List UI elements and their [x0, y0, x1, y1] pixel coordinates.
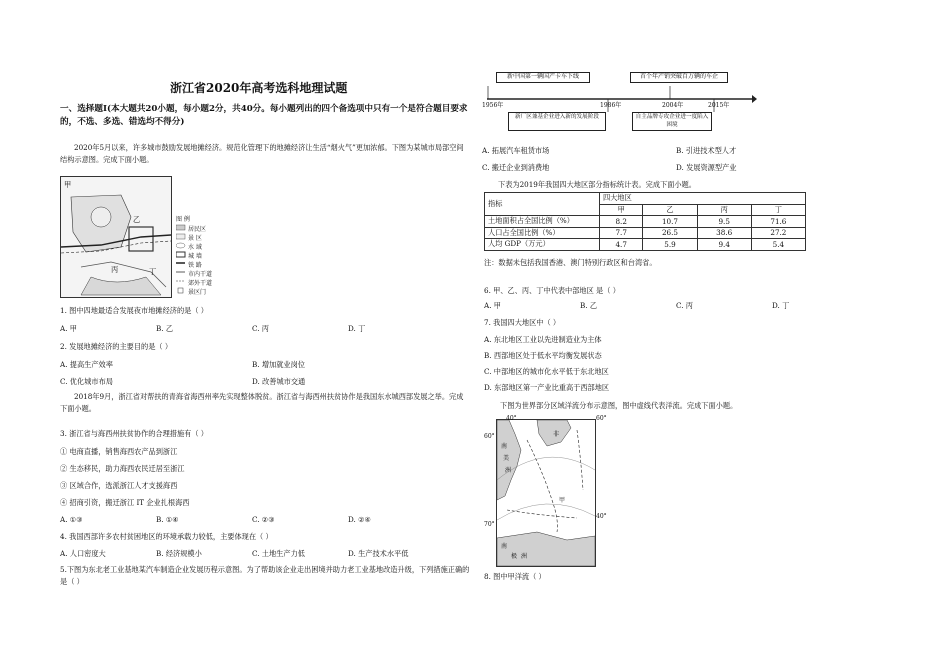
table-row-label: 人均 GDP（万元）	[485, 239, 600, 251]
q4-stem: 4. 我国西部许多农村贫困地区的环境承载力较低，主要体现在（ ）	[60, 532, 273, 541]
q4-option-c[interactable]: C. 土地生产力低	[252, 549, 305, 558]
q3-option-a[interactable]: A. ①③	[60, 515, 83, 524]
intro-2: 2018年9月，浙江省对帮扶的青海省海西州率先实现整体脱贫。浙江省与海西州扶贫协作是我国东水城西部发展之举。完成下面小题。	[60, 392, 464, 413]
legend-item: 居民区	[188, 226, 207, 233]
map2-label: 非	[553, 431, 560, 438]
ocean-current-map	[496, 419, 596, 567]
q4-option-a[interactable]: A. 人口密度大	[60, 549, 106, 558]
table-note: 注：数据未包括我国香港、澳门特别行政区和台湾省。	[484, 258, 657, 267]
table-cell: 38.6	[697, 227, 751, 239]
table-cell: 5.9	[643, 239, 697, 251]
q6-stem: 6. 甲、乙、丙、丁中代表中部地区 是（ ）	[484, 286, 620, 295]
page-title: 浙江省2020年高考选科地理试题	[170, 81, 348, 95]
intro-4: 下表为2019年我国四大地区部分指标统计表。完成下面小题。	[498, 180, 696, 189]
q3-stem: 3. 浙江省与海西州扶贫协作的合理措施有（ ）	[60, 429, 208, 438]
q2-option-b[interactable]: B. 增加就业岗位	[252, 360, 305, 369]
table-cell: 5.4	[751, 239, 805, 251]
table-cell: 27.2	[751, 227, 805, 239]
stats-table	[484, 192, 806, 251]
city-map	[60, 176, 172, 298]
map1-label-yi: 乙	[133, 215, 141, 224]
map2-label: 洲	[505, 467, 512, 474]
q4-option-d[interactable]: D. 生产技术水平低	[348, 549, 409, 558]
table-row	[485, 239, 806, 251]
q5-option-d[interactable]: D. 发展资源型产业	[676, 163, 737, 172]
table-row	[485, 227, 806, 239]
table-col-header: 乙	[643, 204, 697, 216]
city-map-svg	[61, 177, 171, 297]
q3-item-4: ④ 招商引资，搬迁浙江 IT 企业扎根海西	[60, 498, 190, 507]
q6-option-c[interactable]: C. 丙	[676, 301, 693, 310]
legend-item: 郊外干道	[188, 280, 213, 287]
map2-coord: 70°	[484, 521, 495, 528]
timeline-box-1986: 新厂区兼基企业进入新的发展阶段	[508, 112, 606, 131]
q6-option-b[interactable]: B. 乙	[580, 301, 598, 310]
q3-option-d[interactable]: D. ②④	[348, 515, 371, 524]
q3-item-2: ② 生态移民，助力海西农民迁居至浙江	[60, 464, 185, 473]
legend-swatches	[176, 214, 187, 296]
table-cell: 4.7	[600, 239, 643, 251]
q6-option-d[interactable]: D. 丁	[772, 301, 790, 310]
legend-item: 景 区	[188, 235, 202, 242]
table-cell: 71.6	[751, 216, 805, 228]
q6-option-a[interactable]: A. 甲	[484, 301, 501, 310]
map1-label-ding: 丁	[149, 267, 157, 276]
table-row-label: 土地面积占全国比例（%）	[485, 216, 600, 228]
timeline-box-1956: 新中国第一辆国产卡车下线	[496, 72, 590, 83]
table-col-header: 丙	[697, 204, 751, 216]
table-cell: 8.2	[600, 216, 643, 228]
q5-option-c[interactable]: C. 搬迁企业到消费地	[482, 163, 550, 172]
intro-3: 5.下图为东北老工业基地某汽车制造企业发展历程示意图。为了帮助该企业走出困境并助力老工业基地改造升级，下列措施正确的是（ ）	[60, 565, 470, 586]
intro-5: 下图为世界部分区域洋流分布示意图，图中虚线代表洋流。完成下面小题。	[500, 401, 738, 410]
q2-stem: 2. 发展地摊经济的主要目的是（ ）	[60, 342, 173, 351]
q3-item-3: ③ 区域合作，选派浙江人才支援海西	[60, 481, 178, 490]
map2-coord: 40°	[596, 513, 607, 520]
map2-label: 美	[503, 455, 510, 462]
q1-option-c[interactable]: C. 丙	[252, 324, 269, 333]
q7-option-c[interactable]: C. 中部地区的城市化水平低于东北地区	[484, 367, 609, 376]
q7-stem: 7. 我国四大地区中（ ）	[484, 318, 561, 327]
map2-coord: 40°	[506, 415, 517, 422]
q1-option-b[interactable]: B. 乙	[156, 324, 174, 333]
table-cell: 9.4	[697, 239, 751, 251]
map1-legend	[176, 214, 216, 296]
q3-option-c[interactable]: C. ②③	[252, 515, 275, 524]
q1-option-d[interactable]: D. 丁	[348, 324, 366, 333]
q1-stem: 1. 图中四地最适合发展夜市地摊经济的是（ ）	[60, 306, 208, 315]
q4-option-b[interactable]: B. 经济规模小	[156, 549, 202, 558]
map1-label-bing: 丙	[111, 265, 119, 274]
table-row-label: 人口占全国比例（%）	[485, 227, 600, 239]
legend-item: 铁 路	[188, 262, 202, 269]
q2-option-a[interactable]: A. 提高生产效率	[60, 360, 113, 369]
map2-label: 南	[501, 543, 508, 550]
timeline-year: 2004年	[662, 102, 684, 109]
table-header-group: 四大地区	[600, 193, 806, 205]
map2-coord: 60°	[484, 433, 495, 440]
q3-option-b[interactable]: B. ①④	[156, 515, 179, 524]
q7-option-d[interactable]: D. 东部地区第一产业比重高于西部地区	[484, 383, 610, 392]
q8-stem: 8. 图中甲洋流（ ）	[484, 572, 546, 581]
q2-option-c[interactable]: C. 优化城市布局	[60, 377, 113, 386]
timeline-year: 1986年	[600, 102, 622, 109]
map2-label: 甲	[559, 497, 566, 504]
timeline	[482, 68, 757, 138]
map2-label: 极	[511, 553, 518, 560]
map2-label: 洲	[521, 553, 528, 560]
map2-coord: 60°	[596, 415, 607, 422]
q7-option-b[interactable]: B. 西部地区处于低水平均衡发展状态	[484, 351, 602, 360]
q7-option-a[interactable]: A. 东北地区工业以先进制造业为主体	[484, 335, 602, 344]
q5-option-a[interactable]: A. 拓展汽车租赁市场	[482, 146, 550, 155]
table-cell: 10.7	[643, 216, 697, 228]
table-cell: 7.7	[600, 227, 643, 239]
intro-1: 2020年5月以来，许多城市鼓励发展地摊经济。规范化管理下的地摊经济让生活“烟火气”更加浓郁。下图为某城市局部空间结构示意图。完成下面小题。	[60, 143, 464, 164]
ocean-map-svg	[497, 420, 595, 566]
q3-item-1: ① 电商直播，销售海西农产品到浙江	[60, 447, 178, 456]
table-row	[485, 216, 806, 228]
table-col-header: 甲	[600, 204, 643, 216]
map2-label: 南	[501, 443, 508, 450]
table-cell: 9.5	[697, 216, 751, 228]
section-heading: 一、选择题Ⅰ(本大题共20小题，每小题2分，共40分。每小题列出的四个备选项中只有一个是符合题目要求的，不选、多选、错选均不得分)	[60, 104, 468, 127]
map1-label-jia: 甲	[64, 180, 72, 189]
timeline-year: 2015年	[708, 102, 730, 109]
table-cell: 26.5	[643, 227, 697, 239]
table-header-indicator: 指标	[485, 193, 600, 216]
q2-option-d[interactable]: D. 改善城市交通	[252, 377, 306, 386]
timeline-box-2004: 首个年产销突破百万辆的车企	[630, 72, 728, 83]
legend-item: 景区门	[188, 289, 207, 296]
legend-title: 图 例	[176, 216, 190, 223]
timeline-year: 1956年	[482, 102, 504, 109]
q1-option-a[interactable]: A. 甲	[60, 324, 77, 333]
legend-item: 水 域	[188, 244, 202, 251]
legend-item: 城 墙	[188, 253, 202, 260]
table-col-header: 丁	[751, 204, 805, 216]
legend-item: 市内干道	[188, 271, 213, 278]
q5-option-b[interactable]: B. 引进技术型人才	[676, 146, 737, 155]
timeline-box-2015: 自主品牌专攻企业进一度陷入困境	[632, 112, 712, 131]
